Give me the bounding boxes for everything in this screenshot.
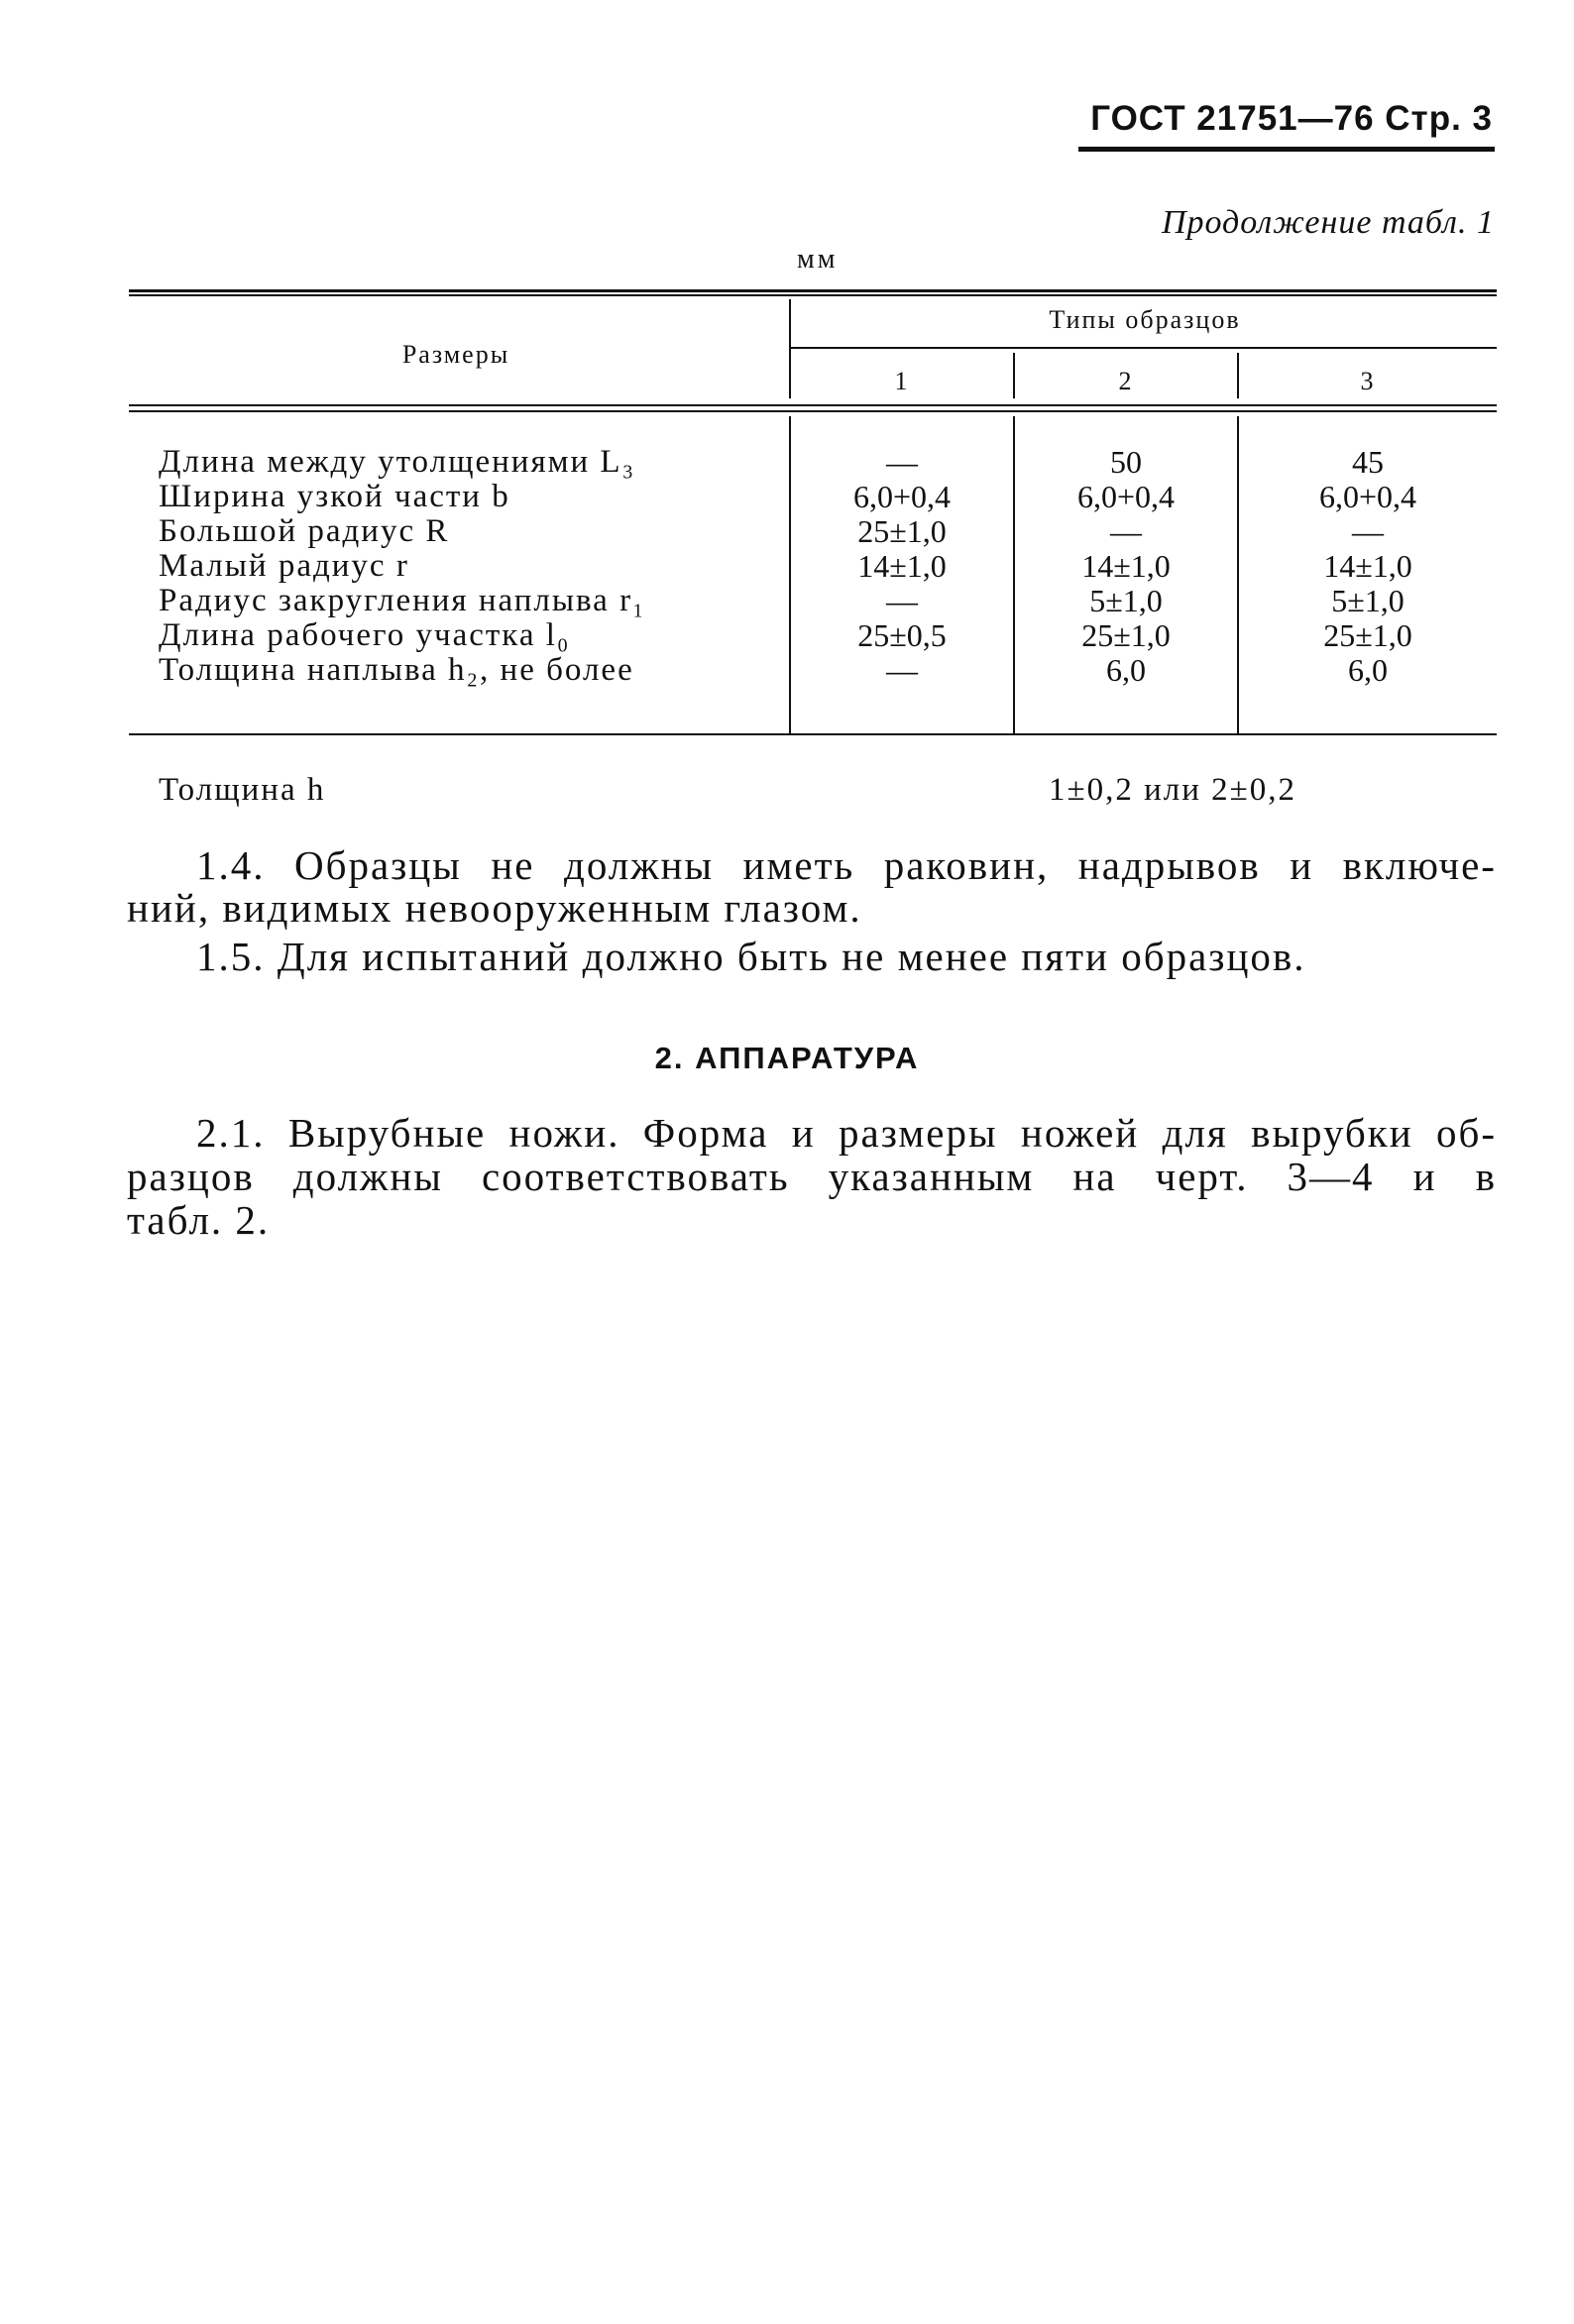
- cell-r5-c2: 5±1,0: [1089, 583, 1163, 618]
- cell-r1-c3: 45: [1352, 444, 1384, 480]
- type-number-1: 1: [894, 367, 910, 395]
- word: вырубки: [1251, 1110, 1413, 1156]
- col-divider-body-3: [1237, 416, 1239, 733]
- word: Образцы: [293, 842, 462, 888]
- cell-r7-c3: 6,0: [1348, 652, 1388, 688]
- word: и: [1290, 842, 1314, 888]
- header-rule: [1078, 147, 1495, 152]
- cell-r7-c2: 6,0: [1106, 652, 1146, 688]
- word: разцов: [127, 1154, 255, 1199]
- word: не: [491, 842, 535, 888]
- word: и: [1412, 1154, 1437, 1199]
- cell-r2-c2: 6,0+0,4: [1076, 479, 1176, 514]
- row-label-narrow-width: Ширина узкой части b: [159, 479, 510, 514]
- cell-r6-c1: 25±0,5: [857, 617, 947, 653]
- header-bottom-rule: [129, 404, 1497, 406]
- word: должны: [563, 842, 715, 888]
- word: ножи.: [508, 1110, 620, 1156]
- row-label-fillet-radius: Радиус закругления наплыва r₁: [159, 583, 646, 618]
- type-number-2: 2: [1118, 367, 1134, 395]
- cell-r7-c1: —: [886, 652, 918, 688]
- row-label-gauge-length: Длина рабочего участка l₀: [159, 617, 571, 653]
- row-label-large-radius: Большой радиус R: [159, 513, 450, 549]
- word: черт.: [1155, 1154, 1249, 1199]
- cell-r6-c3: 25±1,0: [1323, 617, 1412, 653]
- paragraph-2-1-line-3: табл. 2.: [127, 1197, 271, 1243]
- cell-r4-c2: 14±1,0: [1081, 548, 1171, 584]
- table-top-rule-2: [129, 294, 1497, 296]
- cell-r5-c1: —: [886, 583, 918, 618]
- table-unit: мм: [797, 244, 839, 275]
- paragraph-1-5: 1.5. Для испытаний должно быть не менее пяти образцов.: [196, 934, 1306, 979]
- cell-r3-c2: —: [1110, 513, 1142, 549]
- word: указанным: [828, 1154, 1035, 1199]
- word: в: [1475, 1154, 1497, 1199]
- word: и: [791, 1110, 816, 1156]
- col-divider-body-2: [1013, 416, 1015, 733]
- cell-r6-c2: 25±1,0: [1081, 617, 1171, 653]
- col-divider-body-1: [789, 416, 791, 733]
- cell-r4-c3: 14±1,0: [1323, 548, 1412, 584]
- word: ножей: [1020, 1110, 1140, 1156]
- cell-r2-c3: 6,0+0,4: [1318, 479, 1417, 514]
- table-top-rule: [129, 289, 1497, 292]
- col-header-dimensions: Размеры: [401, 340, 510, 369]
- cell-r4-c1: 14±1,0: [857, 548, 947, 584]
- types-underline: [791, 347, 1497, 349]
- paragraph-2-1-line-2: [127, 1154, 1497, 1199]
- word: Вырубные: [287, 1110, 487, 1156]
- type-number-3: 3: [1360, 367, 1376, 395]
- cell-r3-c1: 25±1,0: [857, 513, 947, 549]
- word: на: [1072, 1154, 1117, 1199]
- header-bottom-rule-2: [129, 410, 1497, 412]
- word: 1.4.: [196, 842, 266, 888]
- paragraph-1-4-line-1: [127, 842, 1497, 888]
- cell-r1-c2: 50: [1110, 444, 1142, 480]
- cell-r1-c1: —: [886, 444, 918, 480]
- row-label-small-radius: Малый радиус r: [159, 548, 409, 584]
- cell-r5-c3: 5±1,0: [1331, 583, 1405, 618]
- word: включе-: [1342, 842, 1497, 888]
- word: Форма: [642, 1110, 769, 1156]
- table-bottom-rule: [129, 733, 1497, 735]
- word: размеры: [839, 1110, 998, 1156]
- thickness-label: Толщина h: [159, 772, 326, 808]
- page-header: ГОСТ 21751—76 Стр. 3: [1090, 99, 1493, 138]
- word: иметь: [742, 842, 855, 888]
- word: 3—4: [1287, 1154, 1375, 1199]
- paragraph-1-4-line-2: ний, видимых невооруженным глазом.: [127, 885, 862, 931]
- row-label-length-between-thickenings: Длина между утолщениями L₃: [159, 444, 636, 480]
- word: надрывов: [1077, 842, 1261, 888]
- row-label-bead-thickness: Толщина наплыва h₂, не более: [159, 652, 634, 688]
- paragraph-2-1-line-1: [127, 1110, 1497, 1156]
- cell-r2-c1: 6,0+0,4: [852, 479, 952, 514]
- word: должны: [292, 1154, 443, 1199]
- word: об-: [1435, 1110, 1497, 1156]
- thickness-value: 1±0,2 или 2±0,2: [1049, 772, 1297, 808]
- col-header-specimen-types: Типы образцов: [1049, 305, 1241, 334]
- word: соответствовать: [481, 1154, 790, 1199]
- cell-r3-c3: —: [1352, 513, 1384, 549]
- word: 2.1.: [196, 1110, 266, 1156]
- table-continuation-caption: Продолжение табл. 1: [1161, 204, 1495, 241]
- word: для: [1162, 1110, 1228, 1156]
- word: раковин,: [883, 842, 1050, 888]
- section-heading-apparatus: 2. АППАРАТУРА: [654, 1041, 920, 1075]
